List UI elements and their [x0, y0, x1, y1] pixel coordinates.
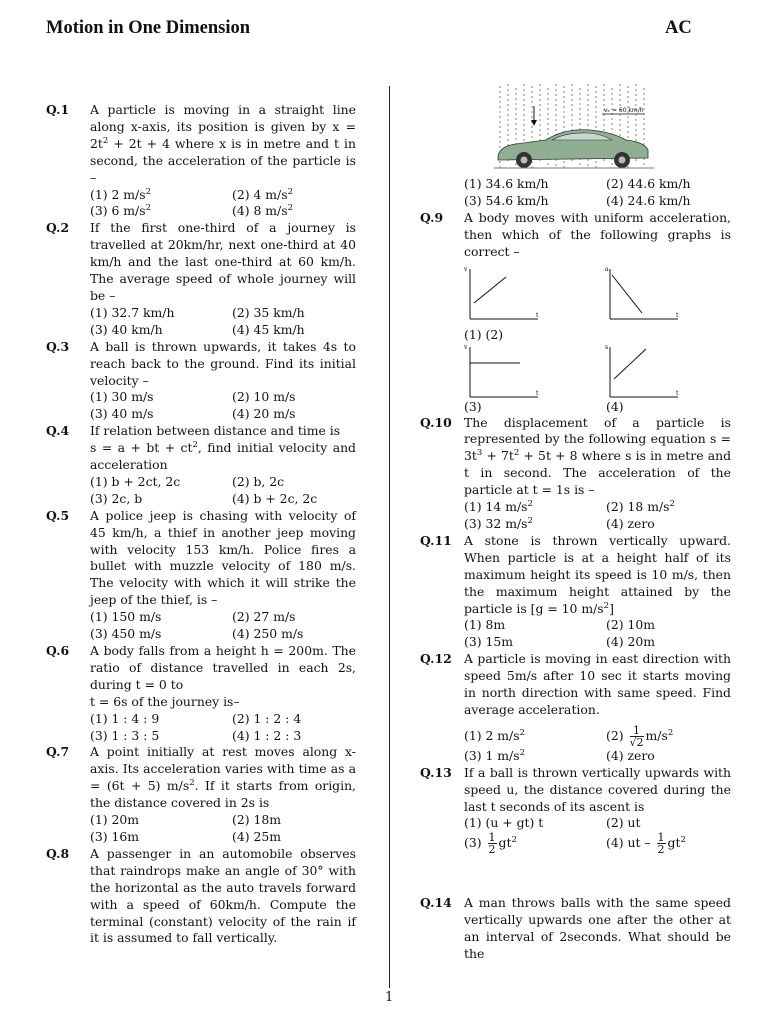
- question-7: [46, 744, 356, 845]
- question-11: [420, 533, 731, 651]
- option-1: (1) 30 m/s: [90, 389, 154, 405]
- question-12: [420, 651, 731, 765]
- question-13: [420, 765, 731, 856]
- question-number: Q.1: [46, 102, 70, 117]
- question-text: A stone is thrown vertically upward. When particle is at a height half of its maximum height its speed is 10 m/s, then the maximum height attained by the particle is [g = 10 $m/s^2$]: [464, 532, 731, 616]
- options: [90, 389, 356, 423]
- option-2: (2) 10m: [606, 617, 656, 633]
- option-3: (3) 1 : 3 : 5: [90, 727, 160, 743]
- option-2: (2) 10 m/s: [232, 389, 296, 405]
- question-8-options: [420, 176, 731, 210]
- option-4: (4) 24.6 km/h: [606, 192, 691, 208]
- option-1: (1) 8m: [464, 617, 506, 633]
- question-text: A body falls from a height h = 200m. The ratio of distance travelled in each 2s, during t = 0 to: [90, 643, 356, 692]
- question-4: [46, 423, 356, 508]
- options: [90, 474, 356, 508]
- options: [464, 499, 731, 533]
- document-title: Motion in One Dimension: [46, 18, 251, 38]
- option-3: (3) 450 m/s: [90, 626, 162, 642]
- question-text-line: If relation between distance and time is: [90, 423, 341, 439]
- options: [464, 617, 731, 651]
- option-3: (3) 16m: [90, 828, 140, 844]
- graph-v-vs-t-rising: [464, 265, 554, 325]
- graph-label-4: (4): [606, 398, 624, 414]
- options: [464, 815, 731, 855]
- option-2: (2) 18 $m/s^2$: [606, 498, 675, 515]
- option-2: (2) 18m: [232, 812, 282, 828]
- axis-label-s: s: [605, 343, 609, 351]
- question-3: [46, 339, 356, 424]
- option-3: (3) 54.6 km/h: [464, 192, 549, 208]
- rain-car-figure: [494, 84, 654, 174]
- question-2: [46, 220, 356, 338]
- option-3: (3) 2c, b: [90, 490, 143, 506]
- options: [90, 609, 356, 643]
- option-4: (4) 250 m/s: [232, 626, 304, 642]
- option-1: (1) 1 : 4 : 9: [90, 710, 160, 726]
- option-4: (4) 8 $m/s^2$: [232, 203, 294, 219]
- question-text: A ball is thrown upwards, it takes 4s to reach back to the ground. Find its initial velocity –: [90, 338, 356, 388]
- question-8: [46, 846, 356, 947]
- question-number: Q.12: [420, 651, 452, 667]
- left-column: [46, 102, 356, 947]
- question-number: Q.3: [46, 338, 70, 354]
- options: [464, 725, 731, 765]
- axis-label-a: a: [605, 265, 609, 273]
- option-4: (4) zero: [606, 747, 655, 763]
- question-text: A man throws balls with the same speed vertically upwards one after the other at an interval of 2seconds. What should be the: [464, 895, 731, 962]
- option-2: (2) 1 : 2 : 4: [232, 710, 302, 726]
- axis-label-v: v: [464, 343, 468, 351]
- question-number: Q.4: [46, 423, 70, 439]
- graph-a-vs-t-falling: [604, 265, 694, 325]
- question-text: If the first one-third of a journey is travelled at 20km/hr, next one-third at 40 km/h and the last one-third at 60 km/h. The average speed of whole journey will be –: [90, 220, 356, 303]
- options: [464, 176, 731, 210]
- graph-s-vs-t-rising: [604, 343, 694, 403]
- option-1: (1) 14 $m/s^2$: [464, 498, 533, 515]
- option-4: (4) 45 km/h: [232, 321, 305, 337]
- question-9: [420, 210, 731, 415]
- option-1: (1) (u + gt) t: [464, 815, 544, 831]
- question-text: The displacement of a particle is represented by the following equation $s = 3t^3 + 7t^2 + 5t + 8$ where s is in metre and t in second. The acceleration of the particle at t = 1s is –: [464, 414, 732, 498]
- option-2: (2) 4 $m/s^2$: [232, 186, 294, 202]
- question-5: [46, 508, 356, 643]
- option-3: (3) 40 m/s: [90, 406, 154, 422]
- question-number: Q.11: [420, 532, 452, 548]
- question-number: Q.5: [46, 507, 70, 523]
- axis-label-t: t: [536, 311, 539, 319]
- option-2: (2) 27 m/s: [232, 609, 296, 625]
- option-2: (2) b, 2c: [232, 473, 285, 489]
- option-1: (1) 32.7 km/h: [90, 304, 175, 320]
- option-1: (1) 2 $m/s^2$: [464, 727, 526, 743]
- option-1: (1) 150 m/s: [90, 609, 162, 625]
- options: [90, 711, 356, 745]
- axis-label-t: t: [676, 389, 679, 397]
- option-2: (2) 44.6 km/h: [606, 176, 691, 191]
- option-1: (1) 20m: [90, 812, 140, 828]
- option-3: (3) $\frac{1}{2}$ $gt^2$: [464, 831, 517, 857]
- question-text: A police jeep is chasing with velocity of 45 km/h, a thief in another jeep moving with velocity 153 km/h. Police fires a bullet with muzzle velocity of 180 m/s. The velocity with which it will strike the jeep of the thief, is –: [90, 507, 356, 608]
- question-text: A body moves with uniform acceleration, then which of the following graphs is correct –: [464, 209, 731, 259]
- option-4: (4) zero: [606, 515, 655, 531]
- question-number: Q.2: [46, 220, 70, 236]
- page-number: 1: [385, 990, 394, 1005]
- vehicle-speed-label: vₑ = 60 km/h: [604, 107, 644, 114]
- graph-v-vs-t-constant: [464, 343, 554, 403]
- question-text: A particle is moving in a straight line along x-axis, its position is given by $x = 2t^2 + 2t + 4$ where x is in metre and t in second, the acceleration of the particle is –: [90, 102, 356, 185]
- option-4: (4) 20m: [606, 634, 656, 650]
- question-text: A particle is moving in east direction with speed 5m/s after 10 sec it starts moving in north direction with same speed. Find average acceleration.: [464, 651, 731, 717]
- rain-car-illustration: [494, 84, 654, 174]
- question-number: Q.7: [46, 744, 70, 760]
- option-1: (1) 2 $m/s^2$: [90, 186, 152, 202]
- question-10: [420, 415, 731, 533]
- right-column: [420, 176, 731, 963]
- column-divider: [389, 86, 390, 988]
- fraction: $\frac{1}{√2}$: [629, 723, 644, 749]
- option-2: (2) 35 km/h: [232, 304, 305, 320]
- question-number: Q.13: [420, 764, 452, 780]
- question-text-line: t = 6s of the journey is–: [90, 693, 240, 709]
- option-4: (4) ut – $\frac{1}{2}$ $gt^2$: [606, 831, 686, 857]
- fraction: $\frac{1}{2}$: [657, 831, 665, 857]
- question-number: Q.14: [420, 895, 452, 911]
- question-number: Q.9: [420, 209, 444, 225]
- options: [90, 305, 356, 339]
- option-2: (2) ut: [606, 815, 641, 831]
- options: [90, 812, 356, 846]
- option-1: (1) b + 2ct, 2c: [90, 473, 181, 489]
- option-2: (2) $\frac{1}{√2}$ $m/s^2$: [606, 723, 674, 749]
- option-3: (3) 15m: [464, 634, 514, 650]
- option-4: (4) b + 2c, 2c: [232, 490, 318, 506]
- document-code: AC: [665, 18, 692, 38]
- option-3: (3) 1 $m/s^2$: [464, 747, 526, 763]
- question-14: [420, 895, 731, 963]
- question-text: A point initially at rest moves along x-axis. Its acceleration varies with time as a = (6t + 5) $m/s^2$. If it starts from origin, the distance covered in 2s is: [90, 744, 356, 811]
- question-text: If a ball is thrown vertically upwards with speed u, the distance covered during the last t seconds of its ascent is: [464, 764, 731, 814]
- question-text: A passenger in an automobile observes that raindrops make an angle of 30° with the horizontal as the auto travels forward with a speed of 60km/h. Compute the terminal (constant) velocity of the rain if it is assumed to fall vertically.: [90, 845, 356, 946]
- fraction: $\frac{1}{2}$: [488, 831, 496, 857]
- question-number: Q.6: [46, 643, 70, 658]
- options: [90, 187, 356, 221]
- question-1: [46, 102, 356, 220]
- option-3: (3) 40 km/h: [90, 321, 163, 337]
- option-1: (1) 34.6 km/h: [464, 176, 549, 191]
- graph-labels-1-2: (1) (2): [464, 326, 504, 342]
- option-4: (4) 20 m/s: [232, 406, 296, 422]
- option-4: (4) 1 : 2 : 3: [232, 727, 302, 743]
- axis-label-t: t: [676, 311, 679, 319]
- axis-label-v: v: [464, 265, 468, 273]
- axis-label-t: t: [536, 389, 539, 397]
- option-3: (3) 32 $m/s^2$: [464, 515, 533, 531]
- graph-options: [464, 265, 731, 415]
- question-number: Q.8: [46, 845, 70, 861]
- option-4: (4) 25m: [232, 828, 282, 844]
- question-number: Q.10: [420, 414, 452, 430]
- question-6: [46, 643, 356, 744]
- question-text: s = a + bt + $ct^2$, find initial velocity and acceleration: [90, 440, 356, 473]
- graph-label-3: (3): [464, 398, 482, 414]
- option-3: (3) 6 $m/s^2$: [90, 203, 152, 219]
